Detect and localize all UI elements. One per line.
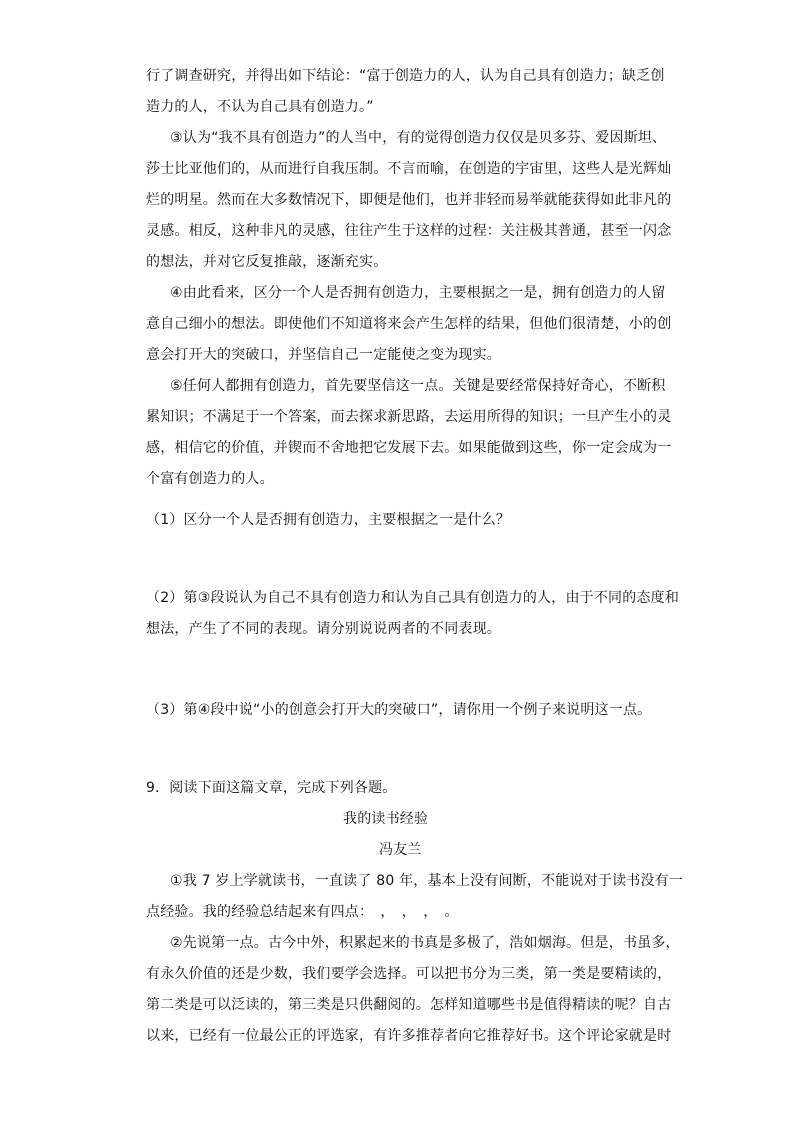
text-line: ②先说第一点。古今中外，积累起来的书真是多极了，浩如烟海。但是，书虽多，	[170, 935, 680, 951]
text-line: 点经验。我的经验总结起来有四点： ， ， ， 。	[146, 904, 459, 920]
article-title: 我的读书经验	[343, 811, 429, 827]
text-line: 意会打开大的突破口，并坚信自己一定能使之变为现实。	[146, 347, 501, 363]
text-line: 感，相信它的价值，并锲而不舍地把它发展下去。如果能做到这些，你一定会成为一	[146, 440, 672, 456]
text-line: ④由此看来，区分一个人是否拥有创造力，主要根据之一是，拥有创造力的人留	[170, 285, 666, 301]
text-line: 莎士比亚他们的，从而进行自我压制。不言而喻，在创造的宇宙里，这些人是光辉灿	[146, 161, 672, 177]
question-2-line: 想法，产生了不同的表现。请分别说说两者的不同表现。	[146, 621, 501, 637]
text-line: 个富有创造力的人。	[146, 471, 274, 487]
text-line: 行了调查研究，并得出如下结论：“富于创造力的人，认为自己具有创造力；缺乏创	[146, 68, 665, 84]
text-line: ⑤任何人都拥有创造力，首先要坚信这一点。关键是要经常保持好奇心，不断积	[170, 378, 666, 394]
text-line: 意自己细小的想法。即使他们不知道将来会产生怎样的结果，但他们很清楚，小的创	[146, 316, 672, 332]
text-line: 有永久价值的还是少数，我们要学会选择。可以把书分为三类，第一类是要精读的，	[146, 966, 672, 982]
text-line: 第二类是可以泛读的，第三类是只供翻阅的。怎样知道哪些书是值得精读的呢？自古	[146, 997, 672, 1013]
question-1: （1）区分一个人是否拥有创造力，主要根据之一是什么？	[146, 512, 511, 528]
question-2-line: （2）第③段说认为自己不具有创造力和认为自己具有创造力的人，由于不同的态度和	[146, 590, 680, 606]
text-line: ①我 7 岁上学就读书，一直读了 80 年，基本上没有间断，不能说对于读书没有一	[170, 873, 684, 889]
text-line: 累知识；不满足于一个答案，而去探求新思路，去运用所得的知识；一旦产生小的灵	[146, 409, 672, 425]
text-line: ③认为“我不具有创造力”的人当中，有的觉得创造力仅仅是贝多芬、爱因斯坦、	[170, 130, 667, 146]
text-line: 造力的人，不认为自己具有创造力。”	[146, 99, 374, 115]
item-prompt: 9．阅读下面这篇文章，完成下列各题。	[146, 780, 397, 796]
article-author: 冯友兰	[379, 842, 422, 858]
text-line: 以来，已经有一位最公正的评选家，有许多推荐者向它推荐好书。这个评论家就是时	[146, 1028, 672, 1044]
text-line: 的想法，并对它反复推敲，逐渐充实。	[146, 254, 388, 270]
question-3: （3）第④段中说“小的创意会打开大的突破口”，请你用一个例子来说明这一点。	[146, 702, 652, 718]
text-line: 灵感。相反，这种非凡的灵感，往往产生于这样的过程：关注极其普通，甚至一闪念	[146, 223, 672, 239]
text-line: 烂的明星。然而在大多数情况下，即便是他们，也并非轻而易举就能获得如此非凡的	[146, 192, 672, 208]
